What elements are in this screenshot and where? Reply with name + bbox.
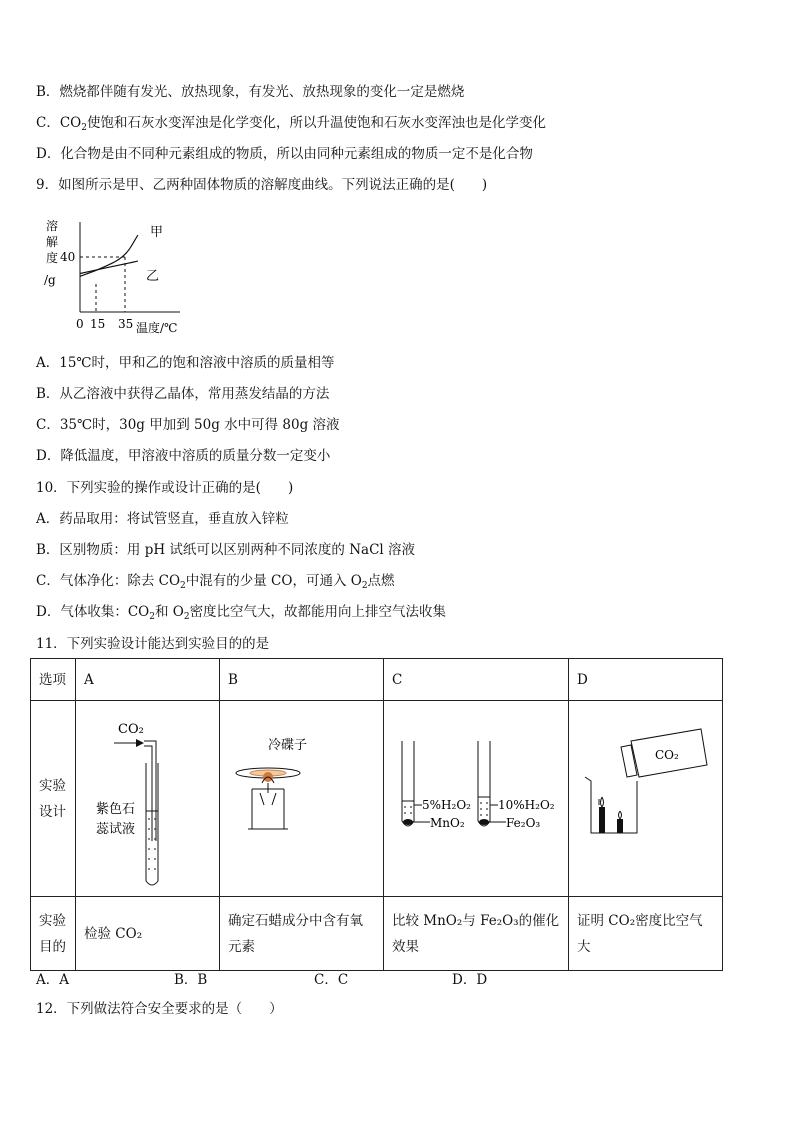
xtick-0: 0 xyxy=(76,317,84,331)
header-b: B xyxy=(220,659,384,701)
experiment-table xyxy=(30,658,723,971)
chart-ylabel-1: 溶 xyxy=(46,219,59,233)
q9-option-c: C．35℃时，30g 甲加到 50g 水中可得 80g 溶液 xyxy=(36,417,340,433)
header-d: D xyxy=(569,659,723,701)
q9-option-a: A．15℃时，甲和乙的饱和溶液中溶质的质量相等 xyxy=(36,355,335,371)
q11-stem: 11．下列实验设计能达到实验目的的是 xyxy=(36,636,270,652)
q10-stem: 10．下列实验的操作或设计正确的是( ) xyxy=(36,480,294,496)
q11-answer-b: B．B xyxy=(174,972,208,988)
figure-a-gas: CO₂ xyxy=(118,722,144,737)
figure-a-liquid-2: 蕊试液 xyxy=(96,822,136,837)
series-yi-curve xyxy=(80,261,138,273)
q8-option-c-sub: 2 xyxy=(81,123,87,133)
q10-d-part1: D．气体收集：CO xyxy=(36,604,150,620)
table-header-row xyxy=(31,659,723,701)
q10-d-sub1: 2 xyxy=(149,612,155,622)
q10-d-part2: 和 O xyxy=(154,604,184,620)
ytick-40: 40 xyxy=(60,250,76,264)
figure-c-right-1: 10%H₂O₂ xyxy=(498,798,555,812)
figure-c-left-1: 5%H₂O₂ xyxy=(422,798,471,812)
q10-option-c xyxy=(36,571,395,593)
q8-option-d: D．化合物是由不同种元素组成的物质，所以由同种元素组成的物质一定不是化合物 xyxy=(36,146,533,162)
purpose-a: 检验 CO₂ xyxy=(76,897,220,971)
q10-c-sub1: 2 xyxy=(180,581,186,591)
q11-answer-c: C．C xyxy=(314,972,349,988)
figure-a-liquid-1: 紫色石 xyxy=(96,802,136,817)
figure-c-right-2: Fe₂O₃ xyxy=(506,816,541,830)
purpose-row xyxy=(31,897,723,971)
design-label-1: 实验 xyxy=(39,777,66,794)
q10-c-part3: 点燃 xyxy=(367,573,395,589)
purpose-label-2: 目的 xyxy=(39,938,66,955)
q10-d-part3: 密度比空气大，故都能用向上排空气法收集 xyxy=(189,604,447,620)
q10-option-d xyxy=(36,602,446,624)
q12-stem: 12．下列做法符合安全要求的是（ ） xyxy=(36,1001,283,1017)
solubility-chart xyxy=(40,212,190,337)
q9-option-d: D．降低温度，甲溶液中溶质的质量分数一定变小 xyxy=(36,448,331,464)
purpose-c-2: 效果 xyxy=(392,938,419,955)
chart-ylabel-3: 度 xyxy=(46,251,59,265)
purpose-label xyxy=(31,897,76,971)
chart-xlabel: 温度/℃ xyxy=(136,321,178,335)
header-c: C xyxy=(384,659,569,701)
figure-d-beaker xyxy=(569,701,722,887)
q11-answer-d: D．D xyxy=(452,972,488,988)
purpose-d xyxy=(569,897,723,971)
q10-option-b: B．区别物质：用 pH 试纸可以区别两种不同浓度的 NaCl 溶液 xyxy=(36,542,416,558)
q8-option-c-pre: C．CO xyxy=(36,115,82,131)
q11-answer-a: A．A xyxy=(36,972,69,988)
chart-ylabel-4: /g xyxy=(44,273,56,287)
purpose-label-1: 实验 xyxy=(39,912,66,929)
purpose-b xyxy=(220,897,384,971)
design-a xyxy=(76,701,220,897)
header-a: A xyxy=(76,659,220,701)
purpose-c xyxy=(384,897,569,971)
figure-b-candle xyxy=(220,701,383,887)
chart-ylabel-2: 解 xyxy=(46,235,59,249)
q8-option-b: B．燃烧都伴随有发光、放热现象，有发光、放热现象的变化一定是燃烧 xyxy=(36,84,465,100)
design-row xyxy=(31,701,723,897)
design-label xyxy=(31,701,76,897)
q8-option-c xyxy=(36,113,546,135)
design-b xyxy=(220,701,384,897)
q10-d-sub2: 2 xyxy=(183,612,190,622)
purpose-d-1: 证明 CO₂密度比空气 xyxy=(577,912,703,929)
purpose-c-1: 比较 MnO₂与 Fe₂O₃的催化 xyxy=(392,912,560,929)
design-label-2: 设计 xyxy=(39,803,66,820)
q10-c-part2: 中混有的少量 CO，可通入 O xyxy=(185,573,362,589)
series-jia-curve xyxy=(80,235,138,276)
xtick-35: 35 xyxy=(118,317,134,331)
design-c xyxy=(384,701,569,897)
q9-option-b: B．从乙溶液中获得乙晶体，常用蒸发结晶的方法 xyxy=(36,386,330,402)
q8-option-c-post: 使饱和石灰水变浑浊是化学变化，所以升温使饱和石灰水变浑浊也是化学变化 xyxy=(86,115,546,131)
figure-c-test-tubes xyxy=(384,701,568,887)
q10-c-part1: C．气体净化：除去 CO xyxy=(36,573,181,589)
header-label: 选项 xyxy=(31,659,76,701)
series-jia-label: 甲 xyxy=(150,225,164,240)
design-d xyxy=(569,701,723,897)
q9-stem: 9．如图所示是甲、乙两种固体物质的溶解度曲线。下列说法正确的是( ) xyxy=(36,177,488,193)
figure-b-label: 冷碟子 xyxy=(268,738,308,753)
series-yi-label: 乙 xyxy=(146,269,160,284)
figure-d-gas: CO₂ xyxy=(655,748,679,762)
q10-option-a: A．药品取用：将试管竖直，垂直放入锌粒 xyxy=(36,511,289,527)
xtick-15: 15 xyxy=(90,317,106,331)
purpose-b-1: 确定石蜡成分中含有氧 xyxy=(228,912,363,929)
q10-c-sub2: 2 xyxy=(361,581,368,591)
purpose-b-2: 元素 xyxy=(228,938,255,955)
figure-a-test-tube xyxy=(76,701,219,887)
figure-c-left-2: MnO₂ xyxy=(430,816,465,830)
purpose-d-2: 大 xyxy=(577,938,591,955)
